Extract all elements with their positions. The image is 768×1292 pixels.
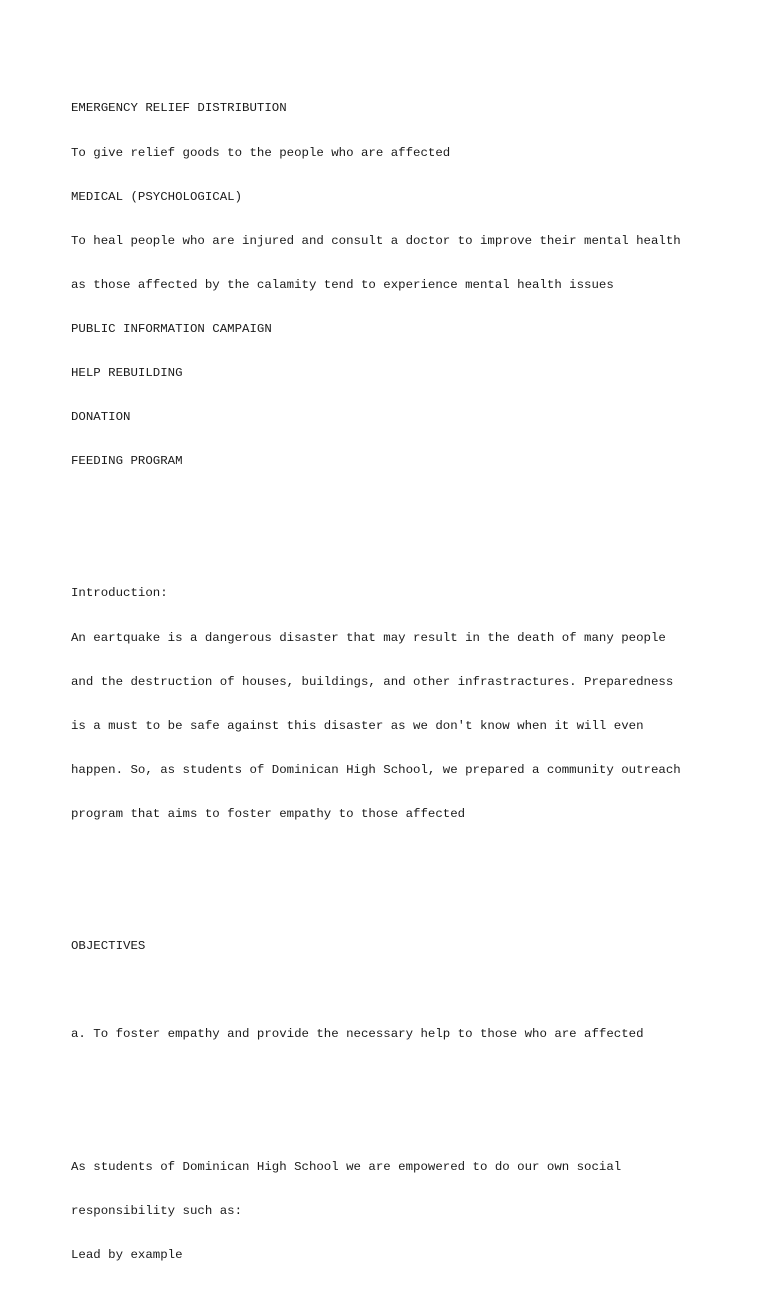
text-line: An eartquake is a dangerous disaster that may result in the death of many people [71,630,666,645]
blank-line [71,851,731,866]
text-line: To give relief goods to the people who are affected [71,145,451,160]
text-line: To heal people who are injured and consult a doctor to improve their mental health [71,233,681,248]
text-line: program that aims to foster empathy to those affected [71,806,466,821]
section-heading-rebuilding: HELP REBUILDING [71,365,183,380]
objective-item: a. To foster empathy and provide the necessary help to those who are affected [71,1027,644,1042]
text-line: happen. So, as students of Dominican High School, we prepared a community outreach [71,762,681,777]
blank-line [71,895,731,910]
section-heading-medical: MEDICAL (PSYCHOLOGICAL) [71,189,243,204]
section-heading-campaign: PUBLIC INFORMATION CAMPAIGN [71,321,272,336]
section-heading-donation: DONATION [71,410,131,425]
text-line: Lead by example [71,1247,183,1262]
text-line: As students of Dominican High School we are empowered to do our own social [71,1159,622,1174]
text-line: and the destruction of houses, buildings, and other infrastractures. Preparedness [71,674,674,689]
introduction-heading: Introduction: [71,586,168,601]
section-heading-feeding: FEEDING PROGRAM [71,454,183,469]
text-line: is a must to be safe against this disaster as we don't know when it will even [71,718,644,733]
blank-line [71,498,731,513]
blank-line [71,1116,731,1131]
document-body [71,72,731,1292]
blank-line [71,1071,731,1086]
section-heading-relief: EMERGENCY RELIEF DISTRIBUTION [71,101,287,116]
objectives-heading: OBJECTIVES [71,939,146,954]
blank-line [71,542,731,557]
blank-line [71,983,731,998]
text-line: as those affected by the calamity tend to experience mental health issues [71,277,614,292]
text-line: responsibility such as: [71,1203,243,1218]
